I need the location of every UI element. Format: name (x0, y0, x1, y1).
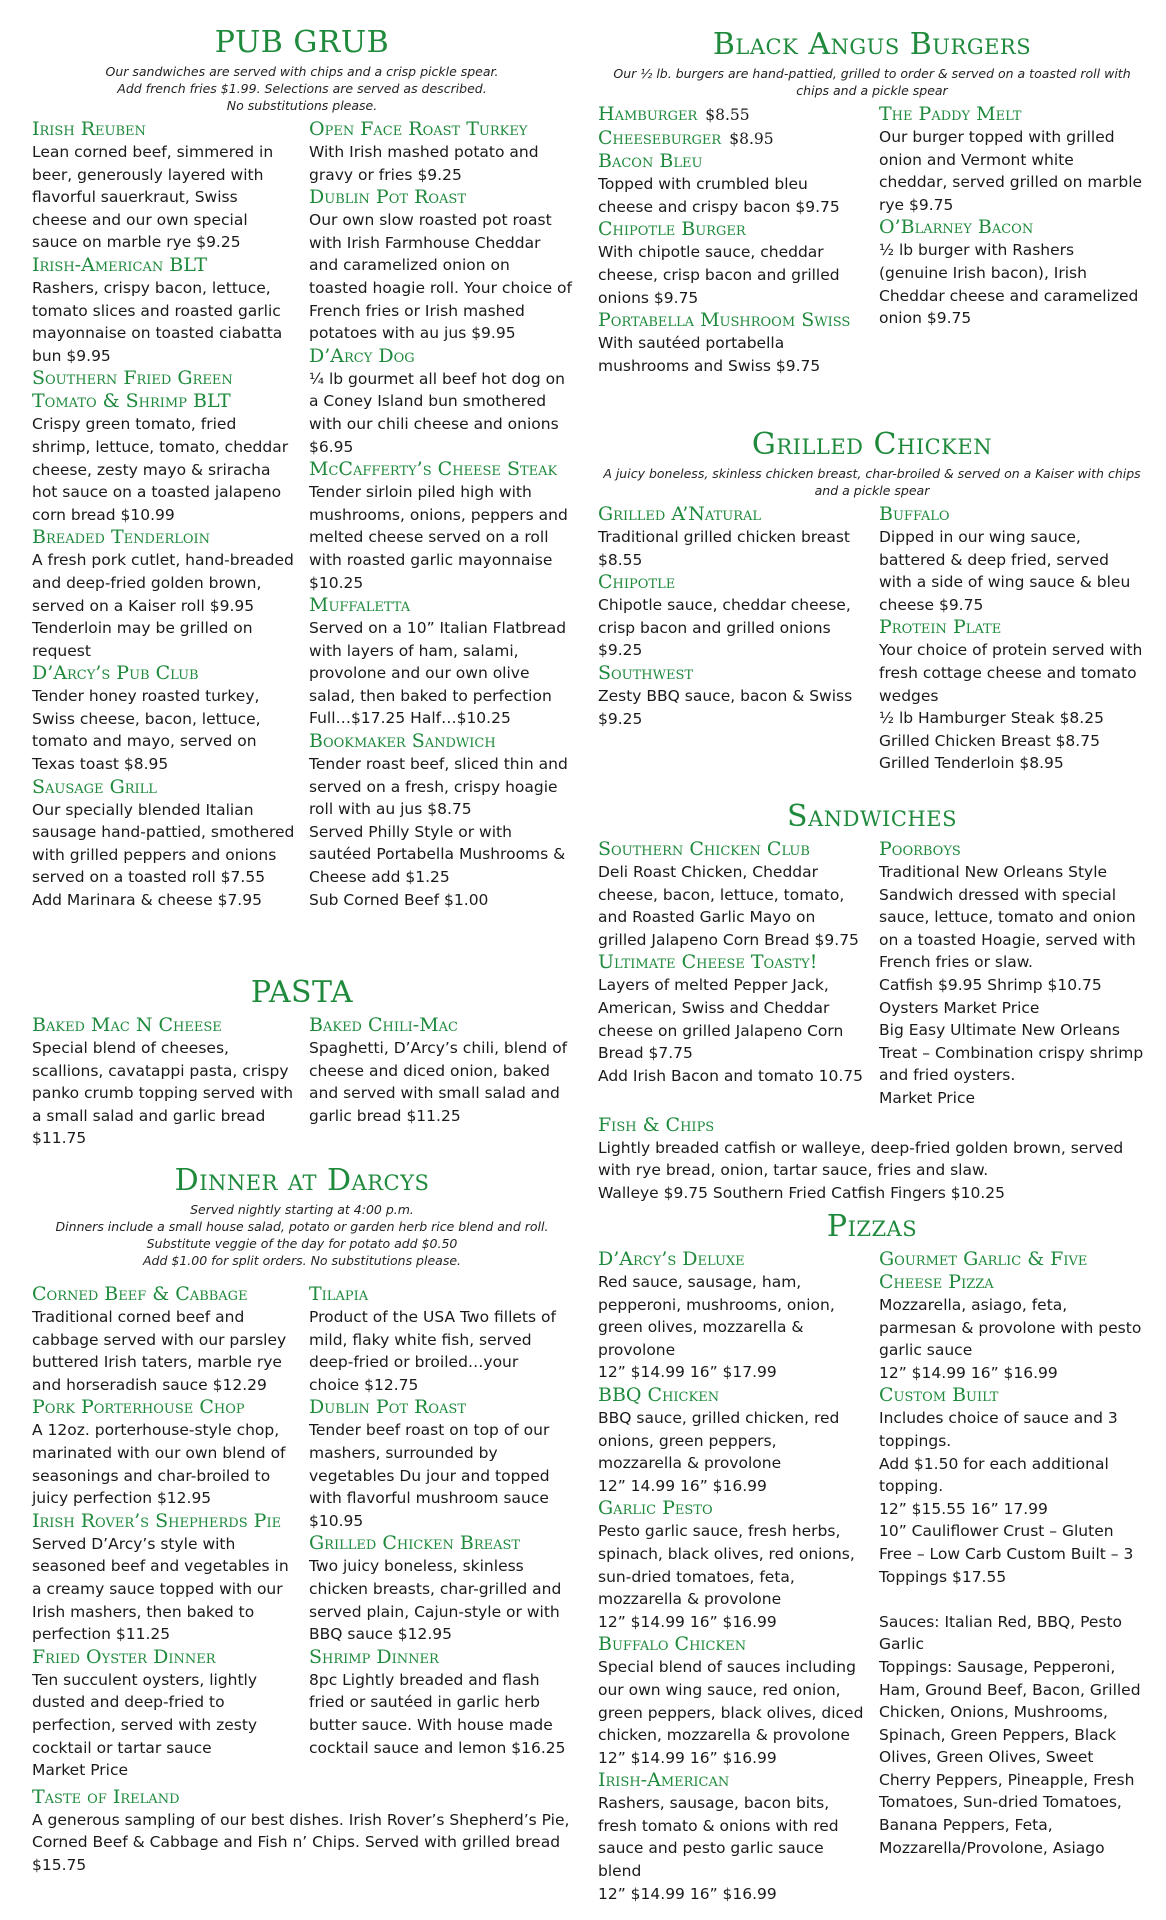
item-name (598, 103, 865, 127)
item-desc-line: Layers of melted Pepper Jack, American, Swiss and Cheddar cheese on grilled Jalapeno Corn Bread $7.75 (598, 976, 844, 1063)
item-desc-line: Tender sirloin piled high with mushrooms, onions, peppers and melted cheese served on a roll with roasted garlic mayonnaise $10.25 (309, 483, 568, 592)
item-name: Portabella Mushroom Swiss (598, 309, 851, 332)
item-desc-line: With chipotle sauce, cheddar cheese, crisp bacon and grilled onions $9.75 (598, 243, 840, 307)
item-name: BBQ Chicken (598, 1383, 720, 1406)
menu-item (32, 1510, 295, 1646)
item-list (309, 1014, 572, 1150)
item-name: McCafferty’s Cheese Steak (309, 458, 558, 481)
item-desc-line: A generous sampling of our best dishes. Irish Rover’s Shepherd’s Pie, Corned Beef & Cabbage and Fish n’ Chips. Served with grilled bread $15.75 (32, 1810, 570, 1874)
full-width-item (32, 1786, 572, 1877)
menu-item (598, 1384, 865, 1497)
item-desc-line: Our burger topped with grilled onion and Vermont white cheddar, served grilled on marble rye $9.75 (879, 128, 1143, 214)
item-name: Pork Porterhouse Chop (32, 1396, 245, 1419)
item-name: O’Blarney Bacon (879, 216, 1034, 239)
item-name: Baked Chili-Mac (309, 1014, 459, 1036)
menu-item (879, 1384, 1146, 1859)
note-line: Our ½ lb. burgers are hand-pattied, grilled to order & served on a toasted roll with chips and a pickle spear (613, 66, 1131, 98)
item-desc-line: Our own slow roasted pot roast with Irish Farmhouse Cheddar and caramelized onion on toasted hoagie roll. Your choice of French fries or Irish mashed potatoes with au jus $9.95 (309, 211, 572, 343)
menu-item (309, 345, 572, 458)
item-desc-line: Traditional New Orleans Style Sandwich dressed with special sauce, lettuce, tomato and onion on a toasted Hoagie, served with French fries or slaw. (879, 863, 1136, 972)
item-name: Sausage Grill (32, 775, 157, 798)
item-desc-line: Our specially blended Italian sausage hand-pattied, smothered with grilled peppers and onions served on a toasted roll $7.55 (32, 800, 295, 887)
menu-item (598, 838, 865, 951)
burger-items (598, 103, 1146, 377)
item-desc-line: Lightly breaded catfish or walleye, deep-fried golden brown, served with rye bread, onion, tartar sauce, fries and slaw. (598, 1138, 1124, 1180)
menu-item (309, 730, 572, 911)
menu-item (309, 1532, 572, 1645)
note-line: A juicy boneless, skinless chicken breast, char-broiled & served on a Kaiser with chips and a pickle spear (603, 466, 1141, 498)
item-name: Corned Beef & Cabbage (32, 1283, 248, 1305)
note-line: No substitutions please. (226, 98, 378, 113)
item-desc-line: Grilled Tenderloin $8.95 (879, 754, 1064, 773)
item-name: Irish-American (598, 1769, 730, 1792)
item-desc-line: Tender beef roast on top of our mashers, surrounded by vegetables Du jour and topped with flavorful mushroom sauce $10.95 (309, 1421, 550, 1530)
item-name: Gourmet Garlic & Five Cheese Pizza (879, 1248, 1088, 1293)
item-desc-line: Sub Corned Beef $1.00 (309, 890, 489, 909)
item-desc-line: Rashers, sausage, bacon bits, fresh tomato & onions with red sauce and pesto garlic sauce blend (598, 1794, 839, 1881)
item-desc-line: Add Marinara & cheese $7.95 (32, 891, 262, 910)
menu-item (598, 150, 865, 218)
item-desc-line: 12” $14.99 16” $16.99 (598, 1612, 777, 1631)
item-list (32, 1014, 295, 1150)
menu-item (598, 218, 865, 309)
item-desc-line: Special blend of sauces including our own wing sauce, red onion, green peppers, black olives, diced chicken, mozzarella & provolone (598, 1658, 864, 1745)
note-line: Add $1.00 for split orders. No substitutions please. (142, 1253, 461, 1268)
menu-item (879, 838, 1146, 1110)
item-list (879, 503, 1146, 775)
section-title: Dinner at Darcys (174, 1163, 430, 1198)
item-list (309, 1283, 572, 1782)
item-list (879, 1248, 1146, 1905)
pasta-section (32, 976, 572, 1150)
note-line: Add french fries $1.99. Selections are served as described. (117, 81, 487, 96)
section-title: Grilled Chicken (751, 427, 993, 462)
item-desc-line: A fresh pork cutlet, hand-breaded and deep-fried golden brown, served on a Kaiser roll $9.95 (32, 551, 294, 615)
menu-item (32, 1014, 295, 1150)
item-list (598, 103, 865, 377)
item-desc-line: Traditional grilled chicken breast $8.55 (598, 528, 851, 569)
menu-item (879, 503, 1146, 616)
item-name: Irish Rover’s Shepherds Pie (32, 1509, 282, 1532)
item-desc-line: Oysters Market Price (879, 998, 1040, 1017)
item-name-text: Cheeseburger (598, 126, 722, 149)
item-desc-line: 12” $14.99 16” $16.99 (879, 1363, 1058, 1382)
item-desc-line: BBQ sauce, grilled chicken, red onions, green peppers, mozzarella & provolone (598, 1408, 840, 1473)
item-price: $8.55 (705, 106, 750, 124)
item-list (32, 1283, 295, 1782)
item-desc-line: 12” $15.55 16” 17.99 (879, 1499, 1048, 1518)
pub-grub-items (32, 118, 572, 912)
menu-item (598, 503, 865, 571)
chicken-items (598, 503, 1146, 775)
item-name: Baked Mac N Cheese (32, 1014, 222, 1036)
section-notes (32, 1201, 572, 1269)
item-desc-line: ½ lb burger with Rashers (genuine Irish bacon), Irish Cheddar cheese and caramelized onion $9.75 (879, 241, 1139, 328)
item-desc-line: Deli Roast Chicken, Cheddar cheese, bacon, lettuce, tomato, and Roasted Garlic Mayo on grilled Jalapeno Corn Bread $9.75 (598, 863, 859, 949)
pub-grub-section (32, 26, 572, 912)
item-desc-line: Red sauce, sausage, ham, pepperoni, mushrooms, onion, green olives, mozzarella & provolone (598, 1273, 835, 1359)
item-desc-line: ¼ lb gourmet all beef hot dog on a Coney Island bun smothered with our chili cheese and onions $6.95 (309, 369, 565, 456)
item-name: Muffaletta (309, 594, 411, 617)
dinner-items (32, 1283, 572, 1782)
item-name: Open Face Roast Turkey (309, 118, 528, 140)
item-desc-line: Product of the USA Two fillets of mild, flaky white fish, served deep-fried or broiled…your choice $12.75 (309, 1308, 556, 1394)
item-name (598, 127, 865, 151)
item-desc-line: Your choice of protein served with fresh cottage cheese and tomato wedges (879, 641, 1143, 705)
section-title: Sandwiches (787, 799, 957, 834)
item-name: Dublin Pot Roast (309, 1396, 467, 1419)
section-notes (32, 63, 572, 114)
section-title: Pizzas (826, 1209, 918, 1244)
menu-item (32, 254, 295, 367)
item-desc-line: Spaghetti, D’Arcy’s chili, blend of cheese and diced onion, baked and served with small salad and garlic bread $11.25 (309, 1039, 568, 1125)
item-name: Protein Plate (879, 616, 1002, 639)
item-name: Grilled Chicken Breast (309, 1532, 521, 1555)
item-name: Bookmaker Sandwich (309, 730, 496, 753)
menu-item (32, 526, 295, 662)
item-name: Southern Chicken Club (598, 838, 810, 860)
item-desc-line: Includes choice of sauce and 3 toppings. (879, 1409, 1118, 1450)
item-desc-line: Add $1.50 for each additional topping. (879, 1454, 1109, 1496)
item-desc-line: Pesto garlic sauce, fresh herbs, spinach, black olives, red onions, sun-dried tomatoes, feta, mozzarella & provolone (598, 1522, 855, 1609)
item-desc-line: Walleye $9.75 Southern Fried Catfish Fingers $10.25 (598, 1183, 1006, 1202)
item-list (32, 118, 295, 912)
item-name: Taste of Ireland (32, 1785, 180, 1808)
note-line: Dinners include a small house salad, potato or garden herb rice blend and roll. (55, 1219, 549, 1234)
item-name: Irish Reuben (32, 118, 146, 140)
menu-item (598, 103, 865, 127)
note-line: Our sandwiches are served with chips and a crisp pickle spear. (105, 64, 499, 79)
menu-item (309, 1014, 572, 1127)
item-desc-line: Lean corned beef, simmered in beer, generously layered with flavorful sauerkraut, Swiss cheese and our own special sauce on marble rye $9.25 (32, 143, 274, 252)
item-desc-line (879, 1588, 1146, 1611)
item-desc-line: 12” $14.99 16” $16.99 (598, 1884, 777, 1903)
item-name: Dublin Pot Roast (309, 186, 467, 209)
item-desc-line: Mozzarella, asiago, feta, parmesan & provolone with pesto garlic sauce (879, 1296, 1142, 1360)
item-list (598, 838, 865, 1110)
menu-item (32, 1646, 295, 1782)
full-width-item (598, 1114, 1146, 1205)
menu-item (32, 1786, 572, 1877)
item-desc-line: Big Easy Ultimate New Orleans Treat – Combination crispy shrimp and fried oysters. (879, 1021, 1144, 1085)
item-name: Ultimate Cheese Toasty! (598, 951, 818, 974)
item-desc-line: Tenderloin may be grilled on request (32, 619, 253, 660)
pasta-items (32, 1014, 572, 1150)
menu-item (32, 1283, 295, 1396)
menu-item (309, 594, 572, 730)
menu-item (598, 571, 865, 662)
item-name: Chipotle Burger (598, 218, 746, 241)
pizza-items (598, 1248, 1146, 1905)
item-name: Buffalo Chicken (598, 1633, 747, 1656)
menu-item (32, 118, 295, 254)
item-desc-line: Grilled Chicken Breast $8.75 (879, 731, 1100, 750)
item-list (598, 1248, 865, 1905)
item-list (879, 838, 1146, 1110)
menu-item (309, 186, 572, 345)
item-desc-line: 8pc Lightly breaded and flash fried or sautéed in garlic herb butter sauce. With house made cocktail sauce and lemon $16.25 (309, 1670, 566, 1757)
item-name: Tilapia (309, 1283, 369, 1305)
menu-item (598, 1114, 1146, 1205)
item-desc-line: Zesty BBQ sauce, bacon & Swiss $9.25 (598, 686, 853, 728)
item-name-text: Hamburger (598, 103, 698, 125)
chicken-section (598, 428, 1146, 775)
item-desc-line: Add Irish Bacon and tomato 10.75 (598, 1066, 864, 1085)
item-price: $8.95 (729, 129, 774, 148)
menu-item (598, 1633, 865, 1769)
item-name: Garlic Pesto (598, 1497, 713, 1520)
item-desc-line: Chipotle sauce, cheddar cheese, crisp bacon and grilled onions $9.25 (598, 596, 851, 660)
menu-item (879, 616, 1146, 775)
item-desc-line: Toppings: Sausage, Pepperoni, Ham, Ground Beef, Bacon, Grilled Chicken, Onions, Mushrooms, Spinach, Green Peppers, Black Olives, Green Olives, Sweet Cherry Peppers, Pineapple, Fresh Tomatoes, Sun-dried Tomatoes, Banana Peppers, Feta, Mozzarella/Provolone, Asiago (879, 1657, 1141, 1857)
item-desc-line: ½ lb Hamburger Steak $8.25 (879, 709, 1104, 728)
item-name: Irish-American BLT (32, 253, 207, 276)
item-desc-line: Special blend of cheeses, scallions, cavatappi pasta, crispy panko crumb topping served with a small salad and garlic bread $11.75 (32, 1039, 294, 1148)
pizzas-section (598, 1210, 1146, 1905)
menu-item (32, 662, 295, 775)
item-name: Chipotle (598, 571, 676, 594)
sandwiches-section (598, 800, 1146, 1204)
item-desc-line: Dipped in our wing sauce, battered & deep fried, served with a side of wing sauce & bleu cheese $9.75 (879, 528, 1131, 614)
menu-item (598, 127, 865, 151)
menu-item (309, 1396, 572, 1532)
item-desc-line: 12” $14.99 16” $17.99 (598, 1363, 777, 1382)
item-desc-line: Topped with crumbled bleu cheese and crispy bacon $9.75 (598, 175, 840, 216)
item-desc-line: Sauces: Italian Red, BBQ, Pesto Garlic (879, 1612, 1123, 1654)
section-title: PASTA (250, 975, 354, 1010)
item-desc-line: Catfish $9.95 Shrimp $10.75 (879, 975, 1102, 994)
item-name: D’Arcy’s Pub Club (32, 662, 199, 685)
item-name: Custom Built (879, 1384, 999, 1407)
item-desc-line: 10” Cauliflower Crust – Gluten Free – Low Carb Custom Built – 3 Toppings $17.55 (879, 1522, 1134, 1586)
item-list (598, 503, 865, 775)
menu-item (598, 951, 865, 1087)
item-desc-line: 12” 14.99 16” $16.99 (598, 1476, 767, 1495)
section-title: PUB GRUB (214, 25, 390, 60)
item-desc-line: Tender roast beef, sliced thin and served on a fresh, crispy hoagie roll with au jus $8.75 (309, 755, 568, 819)
item-list (309, 118, 572, 912)
menu-item (598, 1497, 865, 1633)
section-notes (598, 465, 1146, 499)
sandwich-items (598, 838, 1146, 1110)
item-desc-line: 12” $14.99 16” $16.99 (598, 1748, 777, 1767)
menu-item (879, 216, 1146, 329)
menu-item (309, 1646, 572, 1759)
item-desc-line: Traditional corned beef and cabbage served with our parsley buttered Irish taters, marble rye and horseradish sauce $12.29 (32, 1308, 287, 1394)
item-desc-line: Served D’Arcy’s style with seasoned beef and vegetables in a creamy sauce topped with our Irish mashers, then baked to perfection $11.25 (32, 1534, 289, 1644)
note-line: Substitute veggie of the day for potato add $0.50 (146, 1236, 458, 1251)
menu-item (309, 458, 572, 594)
item-name: Shrimp Dinner (309, 1645, 439, 1668)
item-list (879, 103, 1146, 377)
menu-item (879, 103, 1146, 216)
burgers-section (598, 28, 1146, 377)
menu-item (309, 118, 572, 186)
section-notes (598, 65, 1146, 99)
menu-item (32, 1396, 295, 1509)
note-line: Served nightly starting at 4:00 p.m. (190, 1202, 414, 1217)
menu-item (32, 367, 295, 526)
menu-item (32, 776, 295, 912)
item-name: Southwest (598, 661, 694, 684)
menu-item (879, 1248, 1146, 1384)
item-name: D’Arcy’s Deluxe (598, 1248, 745, 1270)
item-name: Bacon Bleu (598, 150, 703, 173)
item-name: Fish & Chips (598, 1113, 715, 1136)
item-desc-line: Served Philly Style or with sautéed Portabella Mushrooms & Cheese add $1.25 (309, 822, 566, 887)
item-desc-line: Served on a 10” Italian Flatbread with layers of ham, salami, provolone and our own olive salad, then baked to perfection (309, 619, 567, 705)
item-desc-line: With sautéed portabella mushrooms and Swiss $9.75 (598, 334, 821, 375)
item-desc-line: With Irish mashed potato and gravy or fries $9.25 (309, 143, 539, 184)
item-desc-line: Market Price (879, 1088, 976, 1107)
item-desc-line: A 12oz. porterhouse-style chop, marinated with our own blend of seasonings and char-broiled to juicy perfection $12.95 (32, 1421, 286, 1508)
menu-item (598, 1769, 865, 1905)
item-name: Grilled A’Natural (598, 503, 762, 525)
item-name: Breaded Tenderloin (32, 526, 211, 549)
item-name: Poorboys (879, 838, 961, 860)
item-desc-line: Full…$17.25 Half…$10.25 (309, 709, 511, 728)
item-name: Southern Fried Green Tomato & Shrimp BLT (32, 367, 233, 413)
item-desc-line: Tender honey roasted turkey, Swiss cheese, bacon, lettuce, tomato and mayo, served on Texas toast $8.95 (32, 687, 261, 774)
menu-item (598, 309, 865, 377)
dinner-section (32, 1164, 572, 1876)
section-title: Black Angus Burgers (712, 27, 1032, 62)
item-name: D’Arcy Dog (309, 344, 415, 367)
item-desc-line: Market Price (32, 1761, 129, 1780)
menu-item (598, 1248, 865, 1384)
menu-item (309, 1283, 572, 1396)
menu-item (598, 662, 865, 730)
item-name: The Paddy Melt (879, 103, 1022, 125)
item-name: Buffalo (879, 503, 950, 525)
item-desc-line: Crispy green tomato, fried shrimp, lettuce, tomato, cheddar cheese, zesty mayo & sriracha hot sauce on a toasted jalapeno corn bread $10.99 (32, 415, 289, 524)
item-desc-line: Ten succulent oysters, lightly dusted and deep-fried to perfection, served with zesty cocktail or tartar sauce (32, 1670, 258, 1757)
item-desc-line: Two juicy boneless, skinless chicken breasts, char-grilled and served plain, Cajun-style or with BBQ sauce $12.95 (309, 1557, 562, 1644)
item-name: Fried Oyster Dinner (32, 1645, 216, 1668)
item-desc-line: Rashers, crispy bacon, lettuce, tomato slices and roasted garlic mayonnaise on toasted ciabatta bun $9.95 (32, 278, 283, 365)
